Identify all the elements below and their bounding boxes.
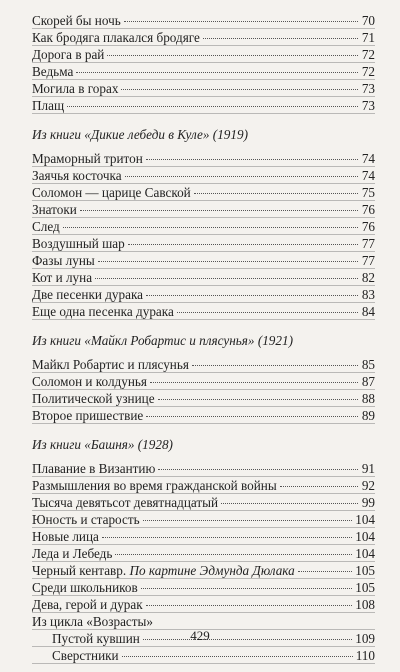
entry-title: [32, 596, 143, 613]
entry-title-text: Могила в горах: [32, 81, 119, 96]
entry-page-number: 74: [361, 168, 375, 183]
entry-page-number: 73: [361, 98, 375, 113]
entry-title: [32, 511, 140, 528]
entry-title-text: Фазы луны: [32, 253, 95, 268]
entry-title-italic: По картине Эдмунда Дюлака: [129, 563, 295, 578]
dot-leader: [141, 588, 353, 589]
dot-leader: [98, 261, 358, 262]
entry-title-text: Ведьма: [32, 64, 74, 79]
entry-page-number: 91: [361, 461, 375, 476]
toc-entry: [32, 269, 375, 286]
entry-title: [52, 647, 119, 664]
entry-title: [32, 373, 147, 390]
toc-entry: [32, 46, 375, 63]
entry-title: [32, 390, 155, 407]
toc-entry: [32, 390, 375, 407]
entry-page-number: 77: [361, 253, 375, 268]
entry-title: [32, 201, 77, 218]
dot-leader: [298, 571, 352, 572]
toc-entry: [32, 167, 375, 184]
entry-title: [32, 494, 218, 511]
row-underline: [32, 113, 375, 114]
entry-page-number: 99: [361, 495, 375, 510]
entry-title: [32, 407, 143, 424]
entry-title: [32, 579, 138, 596]
entry-title: [32, 460, 155, 477]
dot-leader: [107, 55, 358, 56]
dot-leader: [76, 72, 358, 73]
entry-title-text: Пустой кувшин: [52, 631, 140, 646]
toc-entry: [32, 235, 375, 252]
entry-page-number: 105: [355, 563, 375, 578]
toc-entry: [32, 184, 375, 201]
entry-title-text: След: [32, 219, 60, 234]
entry-page-number: 74: [361, 151, 375, 166]
entry-title: [32, 303, 174, 320]
dot-leader: [177, 312, 358, 313]
dot-leader: [192, 365, 358, 366]
dot-leader: [203, 38, 358, 39]
entry-title-text: Мраморный тритон: [32, 151, 143, 166]
entry-title: [32, 252, 95, 269]
entry-page-number: 89: [361, 408, 375, 423]
entry-page-number: 70: [361, 13, 375, 28]
dot-leader: [121, 89, 358, 90]
entry-title-text: Размышления во время гражданской войны: [32, 478, 277, 493]
entry-page-number: 110: [355, 648, 375, 663]
entry-title-text: Черный кентавр.: [32, 563, 130, 578]
toc-entry: [32, 545, 375, 562]
dot-leader: [124, 21, 358, 22]
entry-page-number: 73: [361, 81, 375, 96]
toc-entry: [32, 477, 375, 494]
entry-title-text: Политической узнице: [32, 391, 155, 406]
entry-title: [32, 167, 122, 184]
section-heading: Из книги «Дикие лебеди в Куле» (1919): [32, 127, 248, 142]
entry-page-number: 77: [361, 236, 375, 251]
dot-leader: [146, 159, 358, 160]
page-number: 429: [190, 628, 210, 643]
toc-entry: [32, 97, 375, 114]
dot-leader: [146, 605, 353, 606]
entry-page-number: 84: [361, 304, 375, 319]
entry-page-number: 87: [361, 374, 375, 389]
toc-entry: [32, 63, 375, 80]
toc-entry: [32, 252, 375, 269]
entry-title: [32, 269, 92, 286]
entry-title: [32, 528, 99, 545]
entry-page-number: 72: [361, 64, 375, 79]
entry-title: [32, 235, 125, 252]
entry-title: [32, 97, 64, 114]
entry-title-text: Кот и луна: [32, 270, 93, 285]
entry-page-number: 71: [361, 30, 375, 45]
dot-leader: [280, 486, 358, 487]
toc-entry: [32, 12, 375, 29]
entry-title-text: Майкл Робартис и плясунья: [32, 357, 189, 372]
entry-title-text: Плавание в Византию: [32, 461, 156, 476]
row-underline: [32, 319, 375, 320]
entry-page-number: 85: [361, 357, 375, 372]
entry-page-number: 72: [361, 47, 375, 62]
entry-title-text: Заячья косточка: [32, 168, 122, 183]
dot-leader: [146, 416, 358, 417]
entry-title-text: Воздушный шар: [32, 236, 125, 251]
entry-title: [32, 12, 121, 29]
entry-title-text: Соломон — царице Савской: [32, 185, 191, 200]
toc-entry: [32, 150, 375, 167]
toc-entry: [32, 201, 375, 218]
entry-title: [32, 218, 60, 235]
entry-page-number: 88: [361, 391, 375, 406]
dot-leader: [146, 295, 358, 296]
entry-title: [32, 562, 295, 579]
entry-title-text: Тысяча девятьсот девятнадцатый: [32, 495, 219, 510]
entry-page-number: 104: [355, 512, 375, 527]
entry-page-number: 104: [355, 546, 375, 561]
dot-leader: [221, 503, 358, 504]
entry-title-text: Второе пришествие: [32, 408, 144, 423]
toc-entry: [32, 29, 375, 46]
entry-title-text: Среди школьников: [32, 580, 138, 595]
entry-title: [32, 286, 143, 303]
dot-leader: [115, 554, 352, 555]
entry-page-number: 108: [355, 597, 375, 612]
entry-title: [32, 356, 189, 373]
dot-leader: [143, 520, 353, 521]
toc-entry: [32, 80, 375, 97]
toc-entry: [32, 303, 375, 320]
entry-page-number: 92: [361, 478, 375, 493]
dot-leader: [95, 278, 358, 279]
toc-entry: [32, 286, 375, 303]
toc-entry: [32, 356, 375, 373]
toc-entry: [32, 373, 375, 390]
entry-title-text: Как бродяга плакался бродяге: [32, 30, 200, 45]
entry-title: [32, 63, 73, 80]
dot-leader: [194, 193, 358, 194]
dot-leader: [150, 382, 358, 383]
dot-leader: [80, 210, 358, 211]
entry-title: [32, 80, 118, 97]
toc-entry: [32, 596, 375, 613]
entry-page-number: 76: [361, 219, 375, 234]
entry-title: [32, 545, 112, 562]
dot-leader: [158, 469, 358, 470]
dot-leader: [122, 656, 353, 657]
entry-page-number: 104: [355, 529, 375, 544]
entry-title: [32, 477, 277, 494]
entry-page-number: 109: [355, 631, 375, 646]
table-of-contents: [32, 12, 375, 664]
dot-leader: [158, 399, 358, 400]
entry-title-text: Плащ: [32, 98, 65, 113]
toc-entry: [32, 407, 375, 424]
dot-leader: [125, 176, 358, 177]
row-underline: [32, 663, 375, 664]
dot-leader: [128, 244, 358, 245]
entry-title-text: Сверстники: [52, 648, 119, 663]
entry-page-number: 105: [355, 580, 375, 595]
toc-entry: [32, 528, 375, 545]
entry-title-text: Дева, герой и дурак: [32, 597, 143, 612]
section-heading: Из книги «Башня» (1928): [32, 437, 173, 452]
toc-entry: [32, 511, 375, 528]
toc-entry: [32, 494, 375, 511]
entry-title: [32, 29, 200, 46]
entry-title-text: Скорей бы ночь: [32, 13, 121, 28]
toc-entry: [32, 562, 375, 579]
entry-title-text: Юность и старость: [32, 512, 140, 527]
entry-title-text: Новые лица: [32, 529, 99, 544]
toc-entry: [32, 579, 375, 596]
toc-entry: [32, 460, 375, 477]
entry-title: [32, 150, 143, 167]
entry-title-text: Леда и Лебедь: [32, 546, 113, 561]
entry-title-text: Две песенки дурака: [32, 287, 144, 302]
entry-title-text: Знатоки: [32, 202, 77, 217]
entry-title: [32, 46, 104, 63]
entry-title: [32, 184, 191, 201]
entry-title-text: Дорога в рай: [32, 47, 105, 62]
toc-entry: [32, 218, 375, 235]
entry-title-text: Соломон и колдунья: [32, 374, 147, 389]
section-heading: Из книги «Майкл Робартис и плясунья» (1921): [32, 333, 293, 348]
entry-page-number: 75: [361, 185, 375, 200]
entry-title-text: Из цикла «Возрасты»: [32, 614, 153, 629]
dot-leader: [67, 106, 358, 107]
entry-title-text: Еще одна песенка дурака: [32, 304, 174, 319]
dot-leader: [102, 537, 352, 538]
entry-page-number: 83: [361, 287, 375, 302]
toc-subentry: [32, 647, 375, 664]
dot-leader: [63, 227, 358, 228]
row-underline: [32, 423, 375, 424]
entry-page-number: 82: [361, 270, 375, 285]
entry-page-number: 76: [361, 202, 375, 217]
